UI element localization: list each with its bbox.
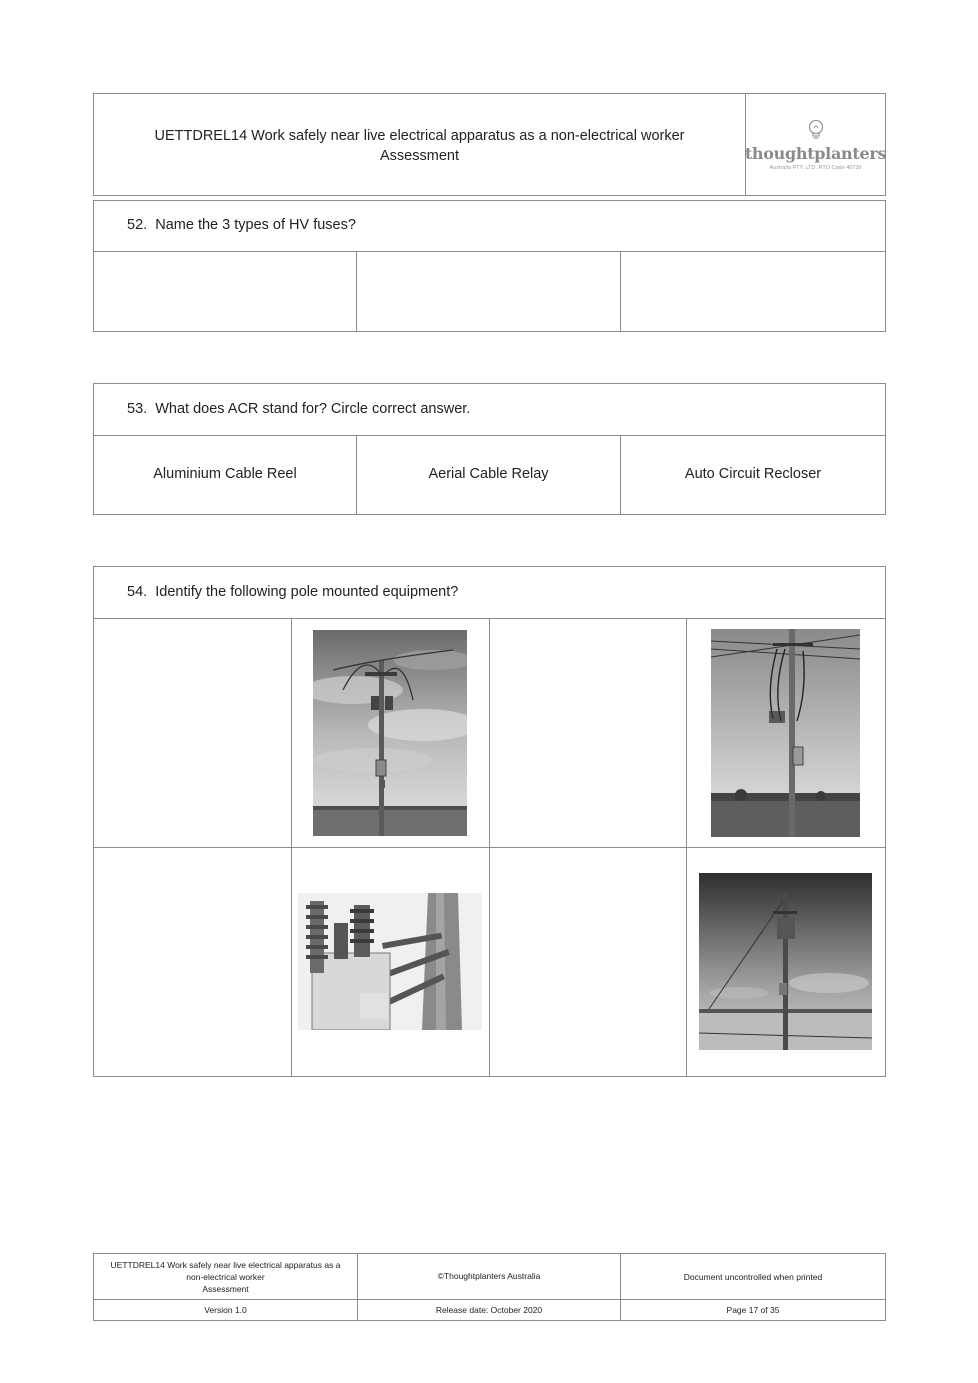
question-52-text: Name the 3 types of HV fuses?	[155, 217, 356, 233]
logo-name: thoughtplanters	[744, 143, 887, 163]
answer-54-cell-4[interactable]	[490, 848, 686, 1076]
answer-54-cell-2[interactable]	[490, 619, 686, 847]
answer-52-cell-3[interactable]	[621, 252, 885, 331]
question-54-number: 54.	[127, 584, 148, 600]
grid-54-col-1	[291, 618, 292, 1077]
logo-tagline: Australia PTY. LTD. RTO Code 40739	[769, 164, 862, 171]
pole-equipment-photo-1	[313, 630, 467, 836]
grid-54-col-3	[686, 618, 687, 1077]
question-54	[127, 584, 458, 600]
footer-control-note: Document uncontrolled when printed	[683, 1272, 823, 1282]
answer-52-cell-2[interactable]	[357, 252, 620, 331]
footer-doc-title-line3: Assessment	[202, 1284, 249, 1294]
header-title	[94, 126, 745, 166]
header-title-line2: Assessment	[380, 148, 459, 164]
footer-page-number: Page 17 of 35	[726, 1305, 780, 1315]
footer-row-divider	[93, 1299, 886, 1300]
question-53	[127, 401, 470, 417]
pole-equipment-photo-2	[711, 629, 860, 837]
footer-version: Version 1.0	[204, 1305, 247, 1315]
question-53-text: What does ACR stand for? Circle correct answer.	[155, 401, 471, 417]
question-54-text: Identify the following pole mounted equipment?	[155, 584, 459, 600]
question-53-divider	[93, 435, 886, 436]
answer-52-cell-1[interactable]	[94, 252, 356, 331]
answer-54-cell-3[interactable]	[94, 848, 291, 1076]
option-aluminium-cable-reel[interactable]: Aluminium Cable Reel	[153, 466, 297, 482]
footer-doc-title	[94, 1259, 357, 1295]
footer-doc-title-line2: non-electrical worker	[186, 1272, 265, 1282]
question-52	[127, 217, 356, 233]
footer-copyright: ©Thoughtplanters Australia	[437, 1271, 541, 1281]
lightbulb-icon	[807, 119, 825, 141]
pole-equipment-photo-4	[699, 873, 872, 1050]
logo	[746, 94, 885, 195]
option-aerial-cable-relay[interactable]: Aerial Cable Relay	[428, 466, 549, 482]
footer-release-date: Release date: October 2020	[435, 1305, 543, 1315]
pole-equipment-photo-3	[298, 893, 482, 1030]
header-title-line1: UETTDREL14 Work safely near live electrical apparatus as a non-electrical worker	[154, 128, 685, 144]
answer-54-cell-1[interactable]	[94, 619, 291, 847]
question-52-number: 52.	[127, 217, 148, 233]
question-53-number: 53.	[127, 401, 148, 417]
option-auto-circuit-recloser[interactable]: Auto Circuit Recloser	[684, 466, 822, 482]
footer-doc-title-line1: UETTDREL14 Work safely near live electrical apparatus as a	[110, 1260, 341, 1270]
